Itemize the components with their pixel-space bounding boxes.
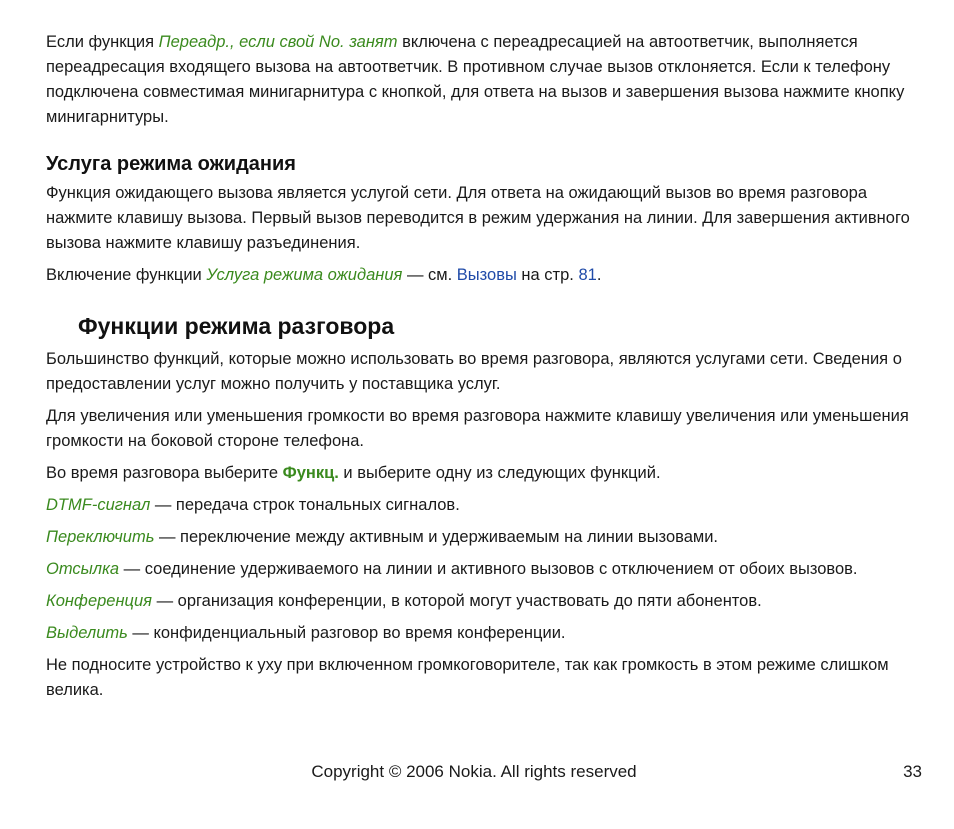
list-item [46, 557, 916, 582]
option-desc: — передача строк тональных сигналов. [150, 496, 460, 514]
link-calls[interactable]: Вызовы [456, 266, 517, 284]
softkey-functions: Функц. [282, 464, 339, 482]
list-item [46, 621, 916, 646]
section-heading-call-waiting: Услуга режима ожидания [46, 153, 296, 175]
option-term: DTMF-сигнал [46, 496, 151, 514]
paragraph-forwarding [46, 30, 916, 130]
forwarding-text: включена с переадресацией на автоответчик, выполняется переадресация входящего вызова на автоответчик. В противном случае вызов отклоняется. Если к телефону подключена совместимая минигарнитура с кнопкой, для ответа на вызов и завершения вызова нажмите кнопку минигарнитуры. [46, 33, 905, 126]
paragraph-volume: Для увеличения или уменьшения громкости во время разговора нажмите клавишу увеличения или уменьшения громкости на боковой стороне телефона. [46, 407, 909, 450]
paragraph-call-waiting: Функция ожидающего вызова является услугой сети. Для ответа на ожидающий вызов во время разговора нажмите клавишу вызова. Первый вызов переводится в режим удержания на линии. Для завершения активного вызова нажмите клавишу разъединения. [46, 184, 910, 252]
option-term: Переключить [46, 528, 155, 546]
list-item [46, 493, 916, 518]
option-desc: — переключение между активным и удерживаемым на линии вызовами. [154, 528, 719, 546]
document-page [46, 30, 916, 710]
copyright-text: Copyright © 2006 Nokia. All rights reserved [311, 762, 637, 781]
paragraph-select-functions [46, 461, 916, 486]
option-term: Выделить [46, 624, 128, 642]
paragraph-enable [46, 263, 916, 288]
function-term: Услуга режима ожидания [206, 266, 403, 284]
enable-text: . [596, 266, 602, 284]
option-term: Отсылка [46, 560, 120, 578]
enable-text: Включение функции [46, 266, 207, 284]
option-desc: — конфиденциальный разговор во время конференции. [127, 624, 566, 642]
paragraph-network-services: Большинство функций, которые можно использовать во время разговора, являются услугами сети. Сведения о предоставлении услуг можно получить у поставщика услуг. [46, 350, 902, 393]
page-number: 33 [903, 762, 922, 781]
option-term: Конференция [46, 592, 152, 610]
intro-text: Если функция [46, 33, 159, 51]
list-item [46, 525, 916, 550]
option-desc: — организация конференции, в которой могут участвовать до пяти абонентов. [152, 592, 762, 610]
section-heading-call-functions: Функции режима разговора [78, 313, 395, 339]
select-text: Во время разговора выберите [46, 464, 283, 482]
select-text: и выберите одну из следующих функций. [338, 464, 661, 482]
page-footer [0, 759, 954, 785]
enable-text: на стр. [516, 266, 579, 284]
paragraph-warning: Не подносите устройство к уху при включенном громкоговорителе, так как громкость в этом режиме слишком велика. [46, 656, 889, 699]
list-item [46, 589, 916, 614]
option-desc: — соединение удерживаемого на линии и активного вызовов с отключением от обоих вызовов. [119, 560, 858, 578]
function-term: Переадр., если свой No. занят [158, 33, 398, 51]
enable-text: — см. [402, 266, 457, 284]
link-page-number[interactable]: 81 [578, 266, 597, 284]
